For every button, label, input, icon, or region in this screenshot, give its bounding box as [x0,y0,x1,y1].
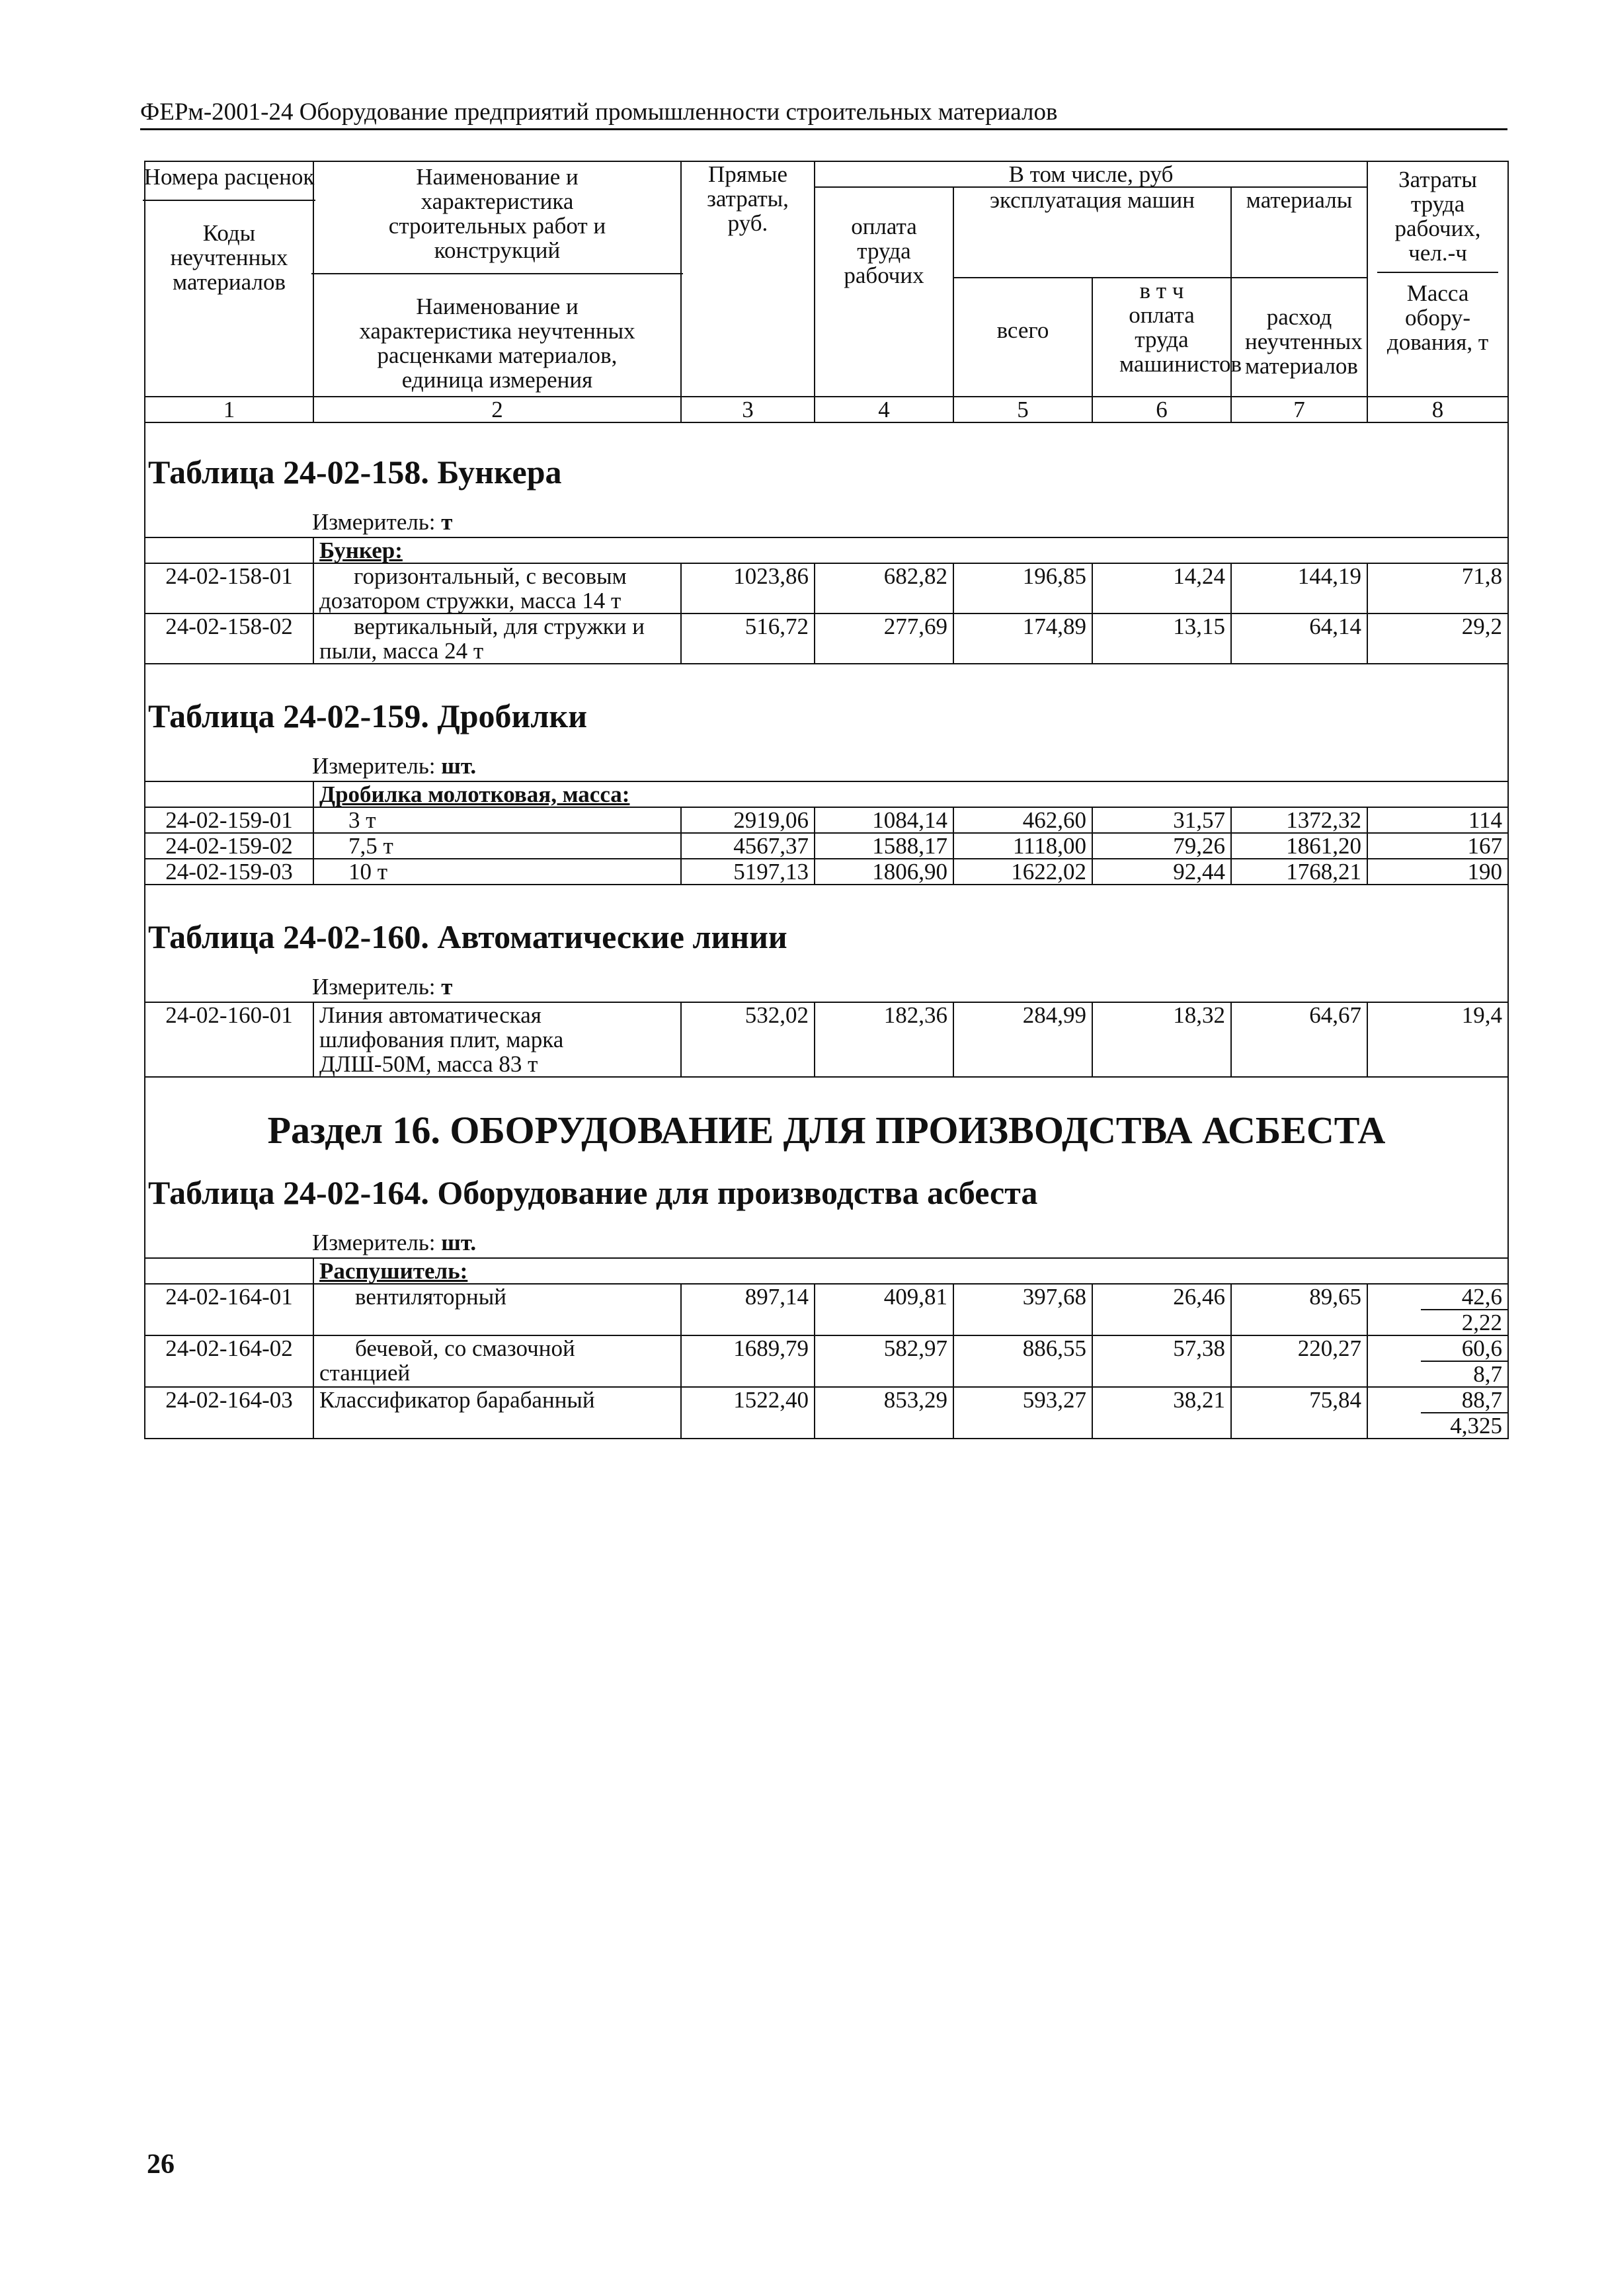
work-and-mass [1367,1284,1508,1335]
machine-cost: 886,55 [953,1335,1092,1387]
measure-label: Измеритель: [312,509,436,535]
work-name: бечевой, со смазочной станцией [313,1335,681,1387]
col-number: 1 [145,397,313,422]
rate-code: 24-02-158-01 [145,563,313,614]
table-title: Таблица 24-02-160. Автоматические линии [148,918,787,955]
direct-cost: 1522,40 [681,1387,815,1439]
machines-header: эксплуатация машин [953,187,1231,278]
materials-cost: 144,19 [1231,563,1367,614]
measure-unit: шт. [441,1230,477,1255]
materials-cost: 75,84 [1231,1387,1367,1439]
page-header: ФЕРм-2001-24 Оборудование предприятий промышленности строительных материалов [140,99,1507,130]
col-number: 2 [313,397,681,422]
work-hours: 19,4 [1367,1002,1508,1077]
machine-cost: 174,89 [953,614,1092,664]
col2-header [313,161,681,397]
col2-top: Наименование и характеристика строительных работ и конструкций [311,162,683,274]
table-row [145,1335,1508,1387]
materials-cost: 220,27 [1231,1335,1367,1387]
labor-cost: 682,82 [815,563,953,614]
table-row [145,1002,1508,1077]
rate-code: 24-02-159-02 [145,833,313,859]
measure-label: Измеритель: [312,974,436,1000]
machine-cost: 196,85 [953,563,1092,614]
machinist-labor: 38,21 [1092,1387,1231,1439]
incl-header: В том числе, руб [815,161,1367,187]
work-hours: 60,6 [1421,1336,1507,1362]
col-number: 3 [681,397,815,422]
work-hours: 42,6 [1421,1285,1507,1310]
machinist-labor: 26,46 [1092,1284,1231,1335]
machine-cost: 284,99 [953,1002,1092,1077]
labor-cost: 853,29 [815,1387,953,1439]
work-name: 3 т [313,807,681,833]
work-name: вертикальный, для стружки и пыли, масса 24 т [313,614,681,664]
machine-cost: 593,27 [953,1387,1092,1439]
machine-cost: 397,68 [953,1284,1092,1335]
col1-header [145,161,313,397]
work-name: Классификатор барабанный [313,1387,681,1439]
col4-header: оплата труда рабочих [815,187,953,397]
col-number: 5 [953,397,1092,422]
machinist-labor: 14,24 [1092,563,1231,614]
col2-bottom: Наименование и характеристика неучтенных расценками материалов, единица измерения [359,294,635,393]
materials-cost: 89,65 [1231,1284,1367,1335]
machinist-labor: 31,57 [1092,807,1231,833]
materials-cost: 64,14 [1231,614,1367,664]
labor-cost: 582,97 [815,1335,953,1387]
section-164 [145,1077,1508,1258]
table-row [145,1387,1508,1439]
col5-header: всего [953,278,1092,397]
section-160 [145,885,1508,1002]
rate-code: 24-02-164-03 [145,1387,313,1439]
group-label: Дробилка молотковая, масса: [313,781,1508,807]
group-spacer [145,1258,313,1284]
materials-cost: 1768,21 [1231,859,1367,885]
col6-header: в т ч оплата труда машинистов [1092,278,1231,397]
col7-header: расход неучтенных материалов [1231,278,1367,397]
work-hours: 114 [1367,807,1508,833]
machinist-labor: 79,26 [1092,833,1231,859]
col1-bottom: Коды неучтенных материалов [170,220,288,295]
price-table [144,161,1509,1439]
labor-cost: 409,81 [815,1284,953,1335]
section-158 [145,422,1508,537]
labor-cost: 1806,90 [815,859,953,885]
measure-label: Измеритель: [312,753,436,779]
equipment-mass: 2,22 [1461,1310,1503,1335]
machinist-labor: 92,44 [1092,859,1231,885]
work-hours: 71,8 [1367,563,1508,614]
measure-unit: т [441,974,453,1000]
group-spacer [145,781,313,807]
direct-cost: 1023,86 [681,563,815,614]
rate-code: 24-02-164-01 [145,1284,313,1335]
col1-top: Номера расценок [143,162,315,201]
col3-header: Прямые затраты, руб. [681,161,815,397]
direct-cost: 532,02 [681,1002,815,1077]
direct-cost: 516,72 [681,614,815,664]
table-row [145,807,1508,833]
measure-line [145,753,1507,781]
materials-cost: 64,67 [1231,1002,1367,1077]
machine-cost: 1118,00 [953,833,1092,859]
labor-cost: 1084,14 [815,807,953,833]
direct-cost: 4567,37 [681,833,815,859]
work-and-mass [1367,1387,1508,1439]
work-hours: 88,7 [1421,1388,1507,1413]
work-hours: 190 [1367,859,1508,885]
materials-cost: 1861,20 [1231,833,1367,859]
table-title: Таблица 24-02-164. Оборудование для производства асбеста [148,1174,1038,1211]
measure-line [145,974,1507,1002]
measure-unit: т [441,509,453,535]
table-row [145,1284,1508,1335]
machinist-labor: 57,38 [1092,1335,1231,1387]
group-label: Бункер: [313,537,1508,563]
col8-header [1367,161,1508,397]
table-title: Таблица 24-02-158. Бункера [148,454,562,491]
rate-code: 24-02-164-02 [145,1335,313,1387]
machine-cost: 1622,02 [953,859,1092,885]
col-number: 8 [1367,397,1508,422]
equipment-mass: 4,325 [1450,1413,1503,1439]
table-title: Таблица 24-02-159. Дробилки [148,697,588,734]
rate-code: 24-02-158-02 [145,614,313,664]
direct-cost: 2919,06 [681,807,815,833]
col-number: 6 [1092,397,1231,422]
col8-top: Затраты труда рабочих, чел.-ч [1377,162,1498,273]
labor-cost: 182,36 [815,1002,953,1077]
header-row [145,161,1508,187]
page-number: 26 [147,2149,175,2180]
equipment-mass: 8,7 [1473,1361,1503,1387]
table-row [145,563,1508,614]
rate-code: 24-02-159-03 [145,859,313,885]
labor-cost: 1588,17 [815,833,953,859]
materials-header: материалы [1231,187,1367,278]
measure-line [145,509,1507,537]
table-row [145,614,1508,664]
section-heading: Раздел 16. ОБОРУДОВАНИЕ ДЛЯ ПРОИЗВОДСТВА АСБЕСТА [267,1109,1386,1152]
materials-cost: 1372,32 [1231,807,1367,833]
measure-label: Измеритель: [312,1230,436,1255]
col8-bottom: Масса обору-дования, т [1386,280,1489,355]
direct-cost: 1689,79 [681,1335,815,1387]
work-name: 10 т [313,859,681,885]
col-number: 4 [815,397,953,422]
measure-unit: шт. [441,753,477,779]
machinist-labor: 18,32 [1092,1002,1231,1077]
col-number: 7 [1231,397,1367,422]
machinist-labor: 13,15 [1092,614,1231,664]
direct-cost: 897,14 [681,1284,815,1335]
direct-cost: 5197,13 [681,859,815,885]
machine-cost: 462,60 [953,807,1092,833]
work-name: Линия автоматическая шлифования плит, марка ДЛШ-50М, масса 83 т [313,1002,681,1077]
group-spacer [145,537,313,563]
rate-code: 24-02-160-01 [145,1002,313,1077]
measure-line [145,1230,1507,1257]
labor-cost: 277,69 [815,614,953,664]
work-hours: 29,2 [1367,614,1508,664]
section-159 [145,664,1508,781]
table-row [145,833,1508,859]
column-numbers-row [145,397,1508,422]
work-name: 7,5 т [313,833,681,859]
work-name: вентиляторный [313,1284,681,1335]
work-and-mass [1367,1335,1508,1387]
work-hours: 167 [1367,833,1508,859]
table-row [145,859,1508,885]
work-name: горизонтальный, с весовым дозатором стружки, масса 14 т [313,563,681,614]
rate-code: 24-02-159-01 [145,807,313,833]
group-label: Распушитель: [313,1258,1508,1284]
